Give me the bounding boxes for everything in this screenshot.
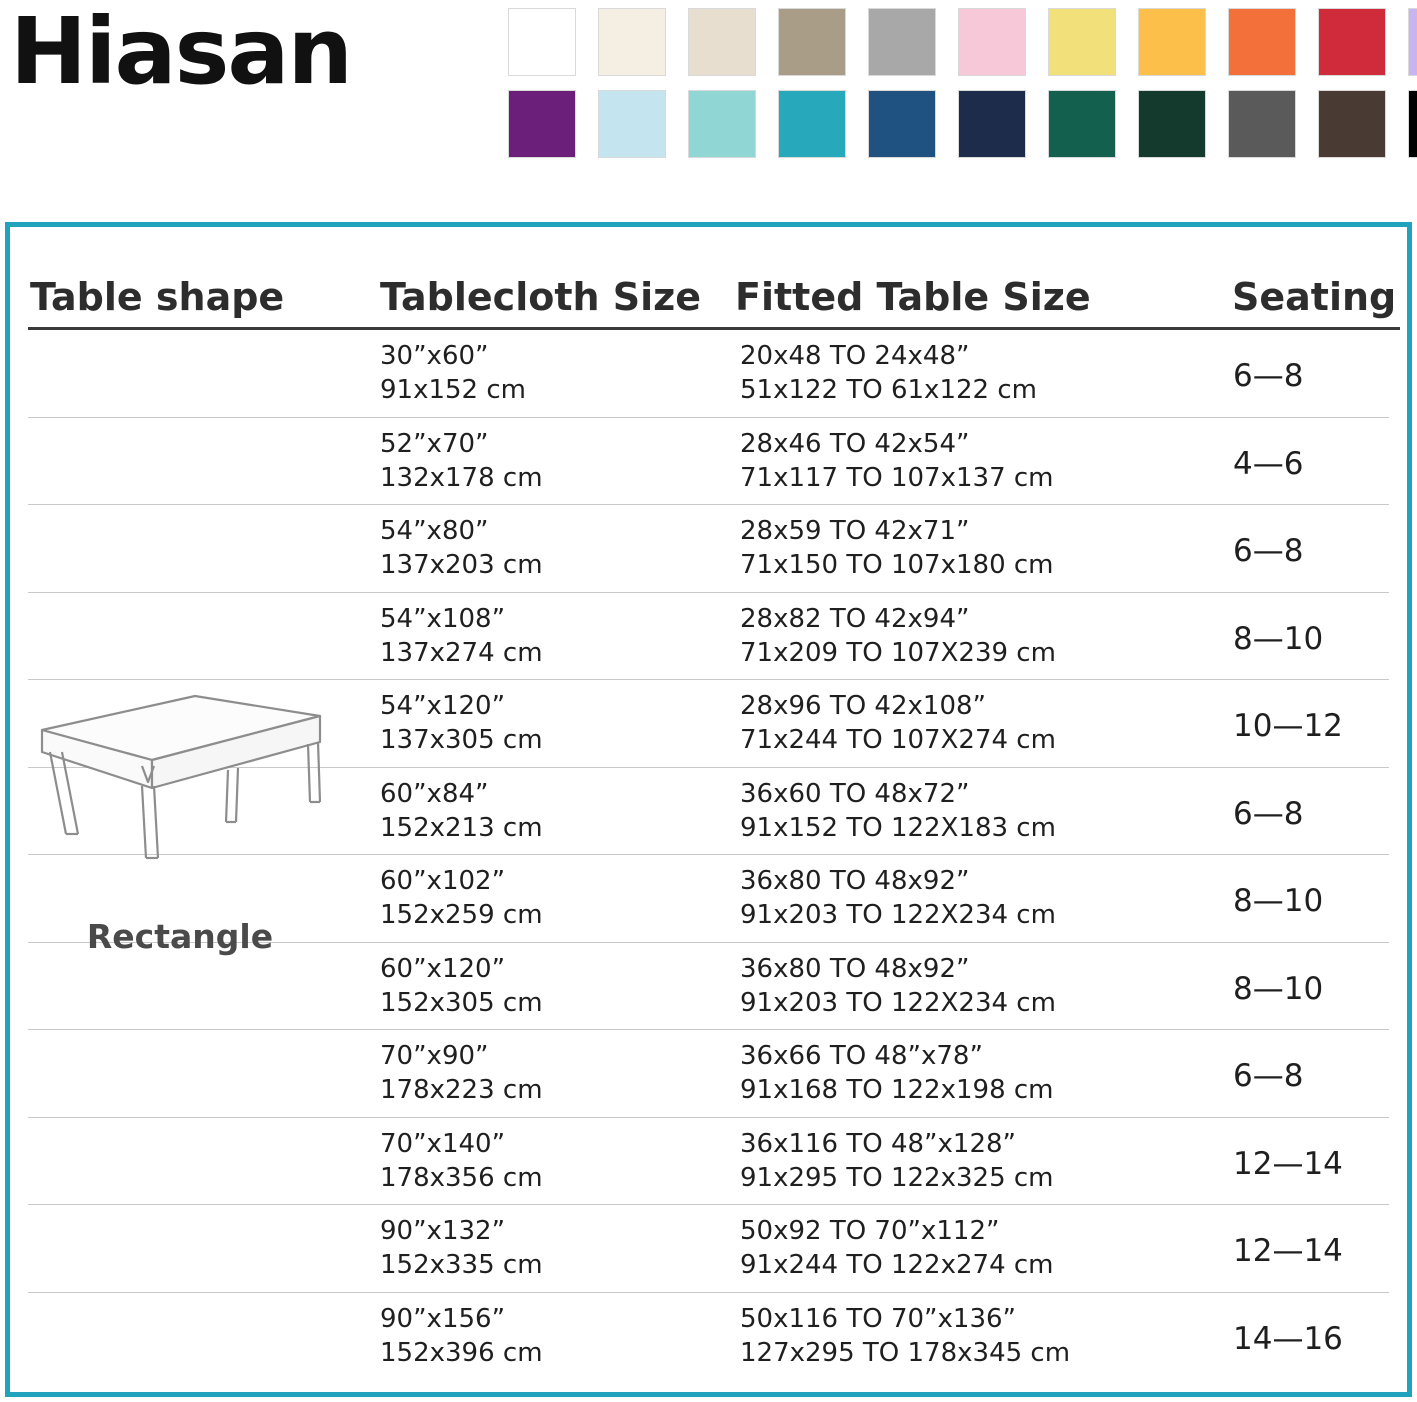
table-header-row [10, 227, 1407, 332]
color-swatch[interactable] [1228, 90, 1296, 158]
brand-logo: Hiasan [10, 0, 351, 105]
table-row [28, 1030, 1389, 1118]
cell-seating: 10—12 [1233, 708, 1343, 744]
table-row [28, 505, 1389, 593]
cell-fitted-table-size: 36x80 TO 48x92” 91x203 TO 122X234 cm [740, 953, 1056, 1018]
cell-seating: 6—8 [1233, 795, 1304, 832]
color-swatch[interactable] [958, 8, 1026, 76]
cell-seating: 12—14 [1233, 1145, 1343, 1182]
size-chart-panel [5, 222, 1412, 1397]
cell-fitted-table-size: 36x66 TO 48”x78” 91x168 TO 122x198 cm [740, 1041, 1054, 1106]
table-row [28, 593, 1389, 681]
color-swatch[interactable] [508, 90, 576, 158]
table-row [28, 1293, 1389, 1381]
cell-seating: 6—8 [1233, 358, 1304, 394]
cell-seating: 8—10 [1233, 970, 1324, 1007]
cell-fitted-table-size: 36x60 TO 48x72” 91x152 TO 122X183 cm [740, 778, 1056, 843]
color-swatch[interactable] [778, 90, 846, 158]
color-swatch[interactable] [1408, 90, 1417, 158]
cell-tablecloth-size: 70”x90” 178x223 cm [380, 1041, 543, 1106]
color-swatch[interactable] [1318, 90, 1386, 158]
color-swatch[interactable] [1138, 8, 1206, 76]
cell-tablecloth-size: 70”x140” 178x356 cm [380, 1128, 543, 1193]
table-row [28, 1205, 1389, 1293]
cell-seating: 8—10 [1233, 620, 1324, 657]
cell-fitted-table-size: 28x96 TO 42x108” 71x244 TO 107X274 cm [740, 691, 1056, 756]
color-swatch[interactable] [1228, 8, 1296, 76]
color-swatch[interactable] [958, 90, 1026, 158]
cell-fitted-table-size: 36x80 TO 48x92” 91x203 TO 122X234 cm [740, 866, 1056, 931]
cell-fitted-table-size: 50x116 TO 70”x136” 127x295 TO 178x345 cm [740, 1303, 1071, 1368]
shape-label-rectangle: Rectangle [86, 917, 274, 956]
cell-seating: 6—8 [1233, 1058, 1304, 1094]
column-header-tablecloth-size: Tablecloth Size [380, 275, 702, 319]
cell-fitted-table-size: 28x59 TO 42x71” 71x150 TO 107x180 cm [740, 516, 1054, 581]
cell-seating: 4—6 [1233, 445, 1304, 482]
table-row [28, 418, 1389, 506]
cell-tablecloth-size: 54”x80” 137x203 cm [380, 516, 543, 581]
color-swatch[interactable] [688, 90, 756, 158]
cell-fitted-table-size: 28x82 TO 42x94” 71x209 TO 107X239 cm [740, 603, 1056, 668]
rectangle-table-icon [20, 682, 340, 882]
cell-tablecloth-size: 90”x156” 152x396 cm [380, 1303, 543, 1368]
color-swatch[interactable] [1318, 8, 1386, 76]
color-swatch[interactable] [1048, 8, 1116, 76]
cell-fitted-table-size: 36x116 TO 48”x128” 91x295 TO 122x325 cm [740, 1128, 1054, 1193]
page-header [0, 0, 1417, 200]
color-swatch[interactable] [868, 8, 936, 76]
color-swatch[interactable] [1138, 90, 1206, 158]
cell-tablecloth-size: 60”x102” 152x259 cm [380, 866, 543, 931]
color-swatch[interactable] [778, 8, 846, 76]
cell-seating: 6—8 [1233, 533, 1304, 569]
cell-seating: 14—16 [1233, 1320, 1343, 1357]
cell-seating: 12—14 [1233, 1233, 1343, 1269]
color-swatch[interactable] [598, 90, 666, 158]
column-header-seating: Seating [1232, 275, 1397, 319]
column-header-fitted-size: Fitted Table Size [735, 275, 1091, 319]
cell-tablecloth-size: 30”x60” 91x152 cm [380, 341, 526, 406]
cell-tablecloth-size: 52”x70” 132x178 cm [380, 428, 543, 493]
color-swatch-grid [508, 8, 1417, 158]
color-swatch[interactable] [1048, 90, 1116, 158]
color-swatch[interactable] [868, 90, 936, 158]
color-swatch[interactable] [508, 8, 576, 76]
cell-fitted-table-size: 50x92 TO 70”x112” 91x244 TO 122x274 cm [740, 1216, 1054, 1281]
color-swatch[interactable] [598, 8, 666, 76]
color-swatch[interactable] [688, 8, 756, 76]
cell-fitted-table-size: 28x46 TO 42x54” 71x117 TO 107x137 cm [740, 428, 1054, 493]
cell-tablecloth-size: 54”x108” 137x274 cm [380, 603, 543, 668]
table-row [28, 330, 1389, 418]
cell-fitted-table-size: 20x48 TO 24x48” 51x122 TO 61x122 cm [740, 341, 1037, 406]
table-row [28, 1118, 1389, 1206]
cell-tablecloth-size: 60”x120” 152x305 cm [380, 953, 543, 1018]
cell-seating: 8—10 [1233, 883, 1324, 919]
color-swatch[interactable] [1408, 8, 1417, 76]
cell-tablecloth-size: 54”x120” 137x305 cm [380, 691, 543, 756]
column-header-table-shape: Table shape [30, 275, 285, 319]
cell-tablecloth-size: 90”x132” 152x335 cm [380, 1216, 543, 1281]
cell-tablecloth-size: 60”x84” 152x213 cm [380, 778, 543, 843]
